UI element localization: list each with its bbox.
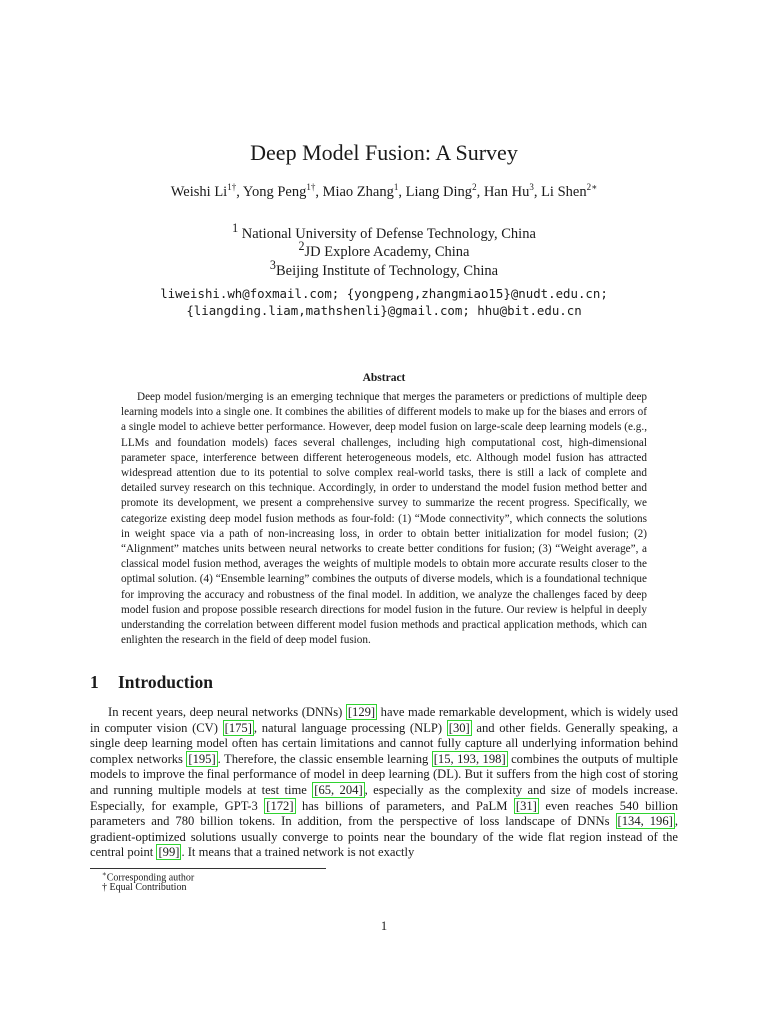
intro-text: and other fields. Generally speaking, a single deep learning model often has certain limitations and cannot fully capture all underlying information behind complex networks (90, 720, 678, 766)
section-heading (90, 672, 213, 693)
citation-link[interactable]: [195] (188, 751, 216, 766)
author-list: Weishi $Li^{1\dagger}$, Yong Peng$^{1\dagger}$, Miao Zhang$^1$, Liang Ding$^2$, Han Hu$^3$, Li Shen$^{2∗}$ (170, 182, 598, 200)
citation-link[interactable]: [134, 196] (617, 814, 673, 829)
section-title: Introduction (118, 672, 213, 692)
paper-title: Deep Model Fusion: A Survey (250, 140, 518, 165)
footnote-equal: † Equal Contribution (102, 882, 187, 893)
author-name: Weishi Li (170, 183, 228, 200)
author-affiliation-mark: 1† (306, 182, 316, 192)
intro-text: . It means that a trained network is not exactly (181, 845, 415, 860)
intro-text: , natural language processing (NLP) (253, 720, 447, 735)
email-line-2: {liangding.liam,mathshenli}@gmail.com; hhu@bit.edu.cn (186, 303, 582, 318)
author-affiliation-mark: 1† (227, 182, 237, 192)
intro-text: . Therefore, the classic ensemble learning (217, 751, 432, 766)
citation-link[interactable]: [31] (515, 798, 537, 813)
author-name: Miao Zhang (322, 183, 394, 200)
abstract-heading: Abstract (362, 372, 406, 384)
intro-paragraph (90, 705, 678, 861)
citation-link[interactable]: [30] (448, 720, 470, 735)
author-affiliation-mark: 1 (393, 182, 399, 192)
intro-text: even reaches 540 billion parameters and 780 billion tokens. In addition, from the perspective of loss landscape of DNNs (90, 798, 678, 829)
citation-link[interactable]: [99] (158, 845, 180, 860)
author-name: Li Shen (541, 183, 587, 200)
citation-link[interactable]: [175] (224, 720, 252, 735)
footnote-rule (90, 868, 326, 869)
citation-link[interactable]: [129] (347, 705, 376, 719)
author-affiliation-mark: 2∗ (586, 182, 598, 192)
author-name: Han Hu (483, 183, 530, 200)
citation-link[interactable]: [15, 193, 198] (433, 751, 506, 766)
author-name: Liang Ding (405, 183, 473, 200)
author-name: Yong Peng (242, 183, 307, 200)
intro-text: , especially as the complexity and size of models increase. Especially, for example, GPT-3 (90, 782, 679, 813)
intro-text: has billions of parameters, and PaLM (295, 798, 514, 813)
section-number: 1 (90, 672, 99, 692)
email-line-1: liweishi.wh@foxmail.com; {yongpeng,zhangmiao15}@nudt.edu.cn; (160, 286, 608, 301)
intro-text: combines the outputs of multiple models to improve the final performance of model in deep learning (DL). But it suffers from the high cost of storing and running multiple models at test time (90, 751, 678, 797)
footnote-corresponding: ∗Corresponding author (102, 870, 195, 884)
affiliation-3: $^3$Beijing Institute of Technology, China (269, 258, 499, 279)
intro-text: have made remarkable development, which is widely used in computer vision (CV) (90, 705, 678, 735)
intro-text: , gradient-optimized solutions usually converge to points near the boundary of the wide flat region instead of the central point (90, 814, 678, 860)
affiliation-2: $^2$JD Explore Academy, China (298, 239, 470, 260)
intro-text: In recent years, deep neural networks (DNNs) (108, 705, 346, 719)
affiliation-1: $^1$ National University of Defense Technology, China (232, 221, 536, 242)
citation-link[interactable]: [172] (266, 798, 294, 813)
author-affiliation-mark: 3 (529, 182, 534, 192)
author-affiliation-mark: 2 (472, 182, 477, 192)
page-number: 1 (380, 919, 388, 933)
abstract-body: Deep model fusion/merging is an emerging technique that merges the parameters or predictions of multiple deep learning models into a single one. It combines the abilities of different models to make up for the biases and errors of a single model to achieve better performance. However, deep model fusion on large-scale deep learning models (e.g., LLMs and foundation models) faces several challenges, including high computational cost, high-dimensional parameter space, interference between different heterogeneous models, etc. Although model fusion has attracted widespread attention due to its potential to solve complex real-world tasks, there is still a lack of complete and detailed survey research on this technique. Accordingly, in order to understand the model fusion method better and promote its development, we present a comprehensive survey to summarize the recent progress. Specifically, we categorize existing deep model fusion methods as four-fold: (1) “Mode connectivity”, which connects the solutions in weight space via a path of non-increasing loss, in order to obtain better initialization for model fusion; (2) “Alignment” matches units between neural networks to create better conditions for fusion; (3) “Weight average”, a classical model fusion method, averages the weights of multiple models to obtain more accurate results closer to the optimal solution. (4) “Ensemble learning” combines the outputs of diverse models, which is a foundational technique for improving the accuracy and robustness of the final model. In addition, we analyze the challenges faced by deep model fusion and propose possible research directions for model fusion in the future. Our review is helpful in deeply understanding the correlation between different model fusion methods and practical application methods, which can enlighten the research in the field of deep model fusion. (121, 391, 647, 647)
citation-link[interactable]: [65, 204] (314, 782, 363, 797)
